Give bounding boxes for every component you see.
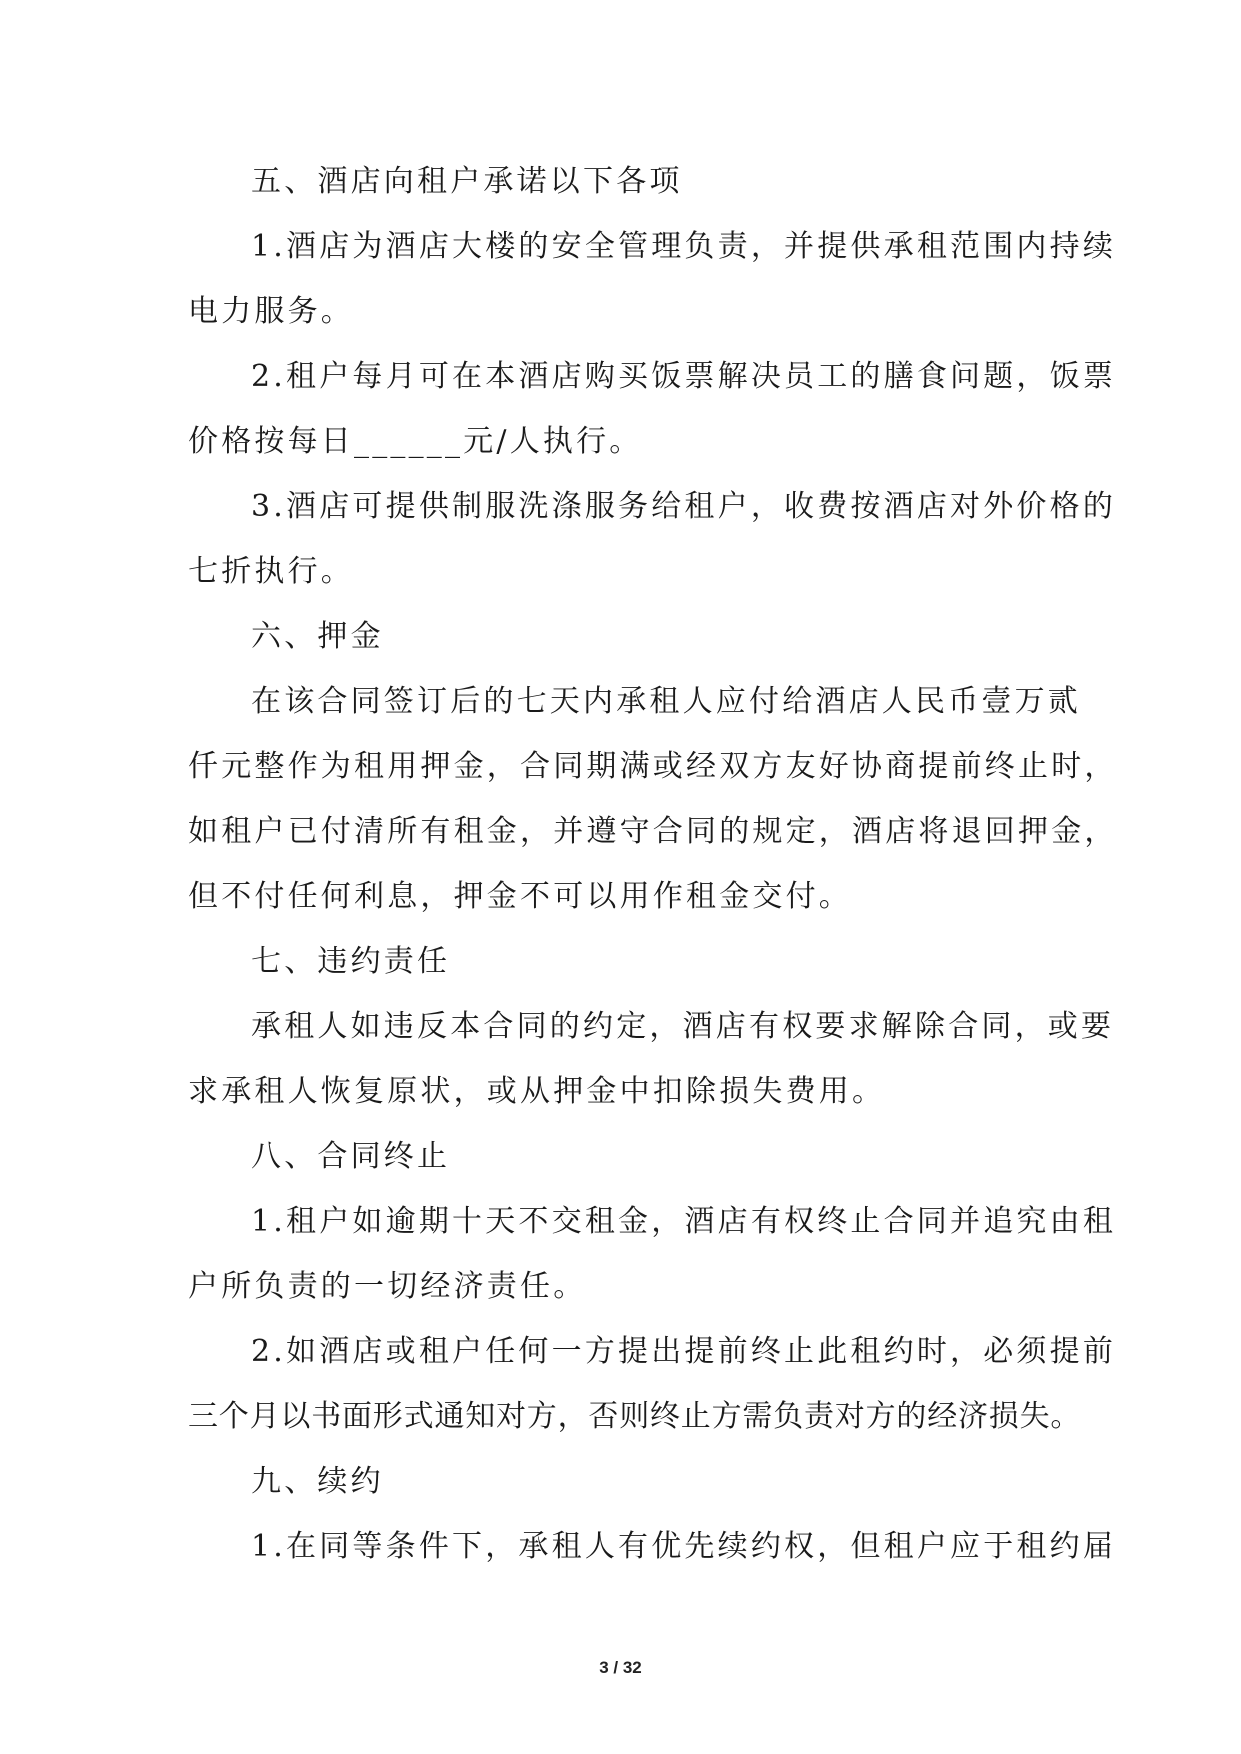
section-heading-8: 八、合同终止 [251, 1139, 451, 1174]
paragraph-line: 七折执行。 [188, 554, 354, 589]
paragraph-line: 电力服务。 [188, 294, 354, 329]
paragraph-line: 如租户已付清所有租金，并遵守合同的规定，酒店将退回押金， [188, 814, 1118, 849]
paragraph-line: 2.如酒店或租户任何一方提出提前终止此租约时，必须提前 [251, 1334, 1117, 1369]
paragraph-line: 3.酒店可提供制服洗涤服务给租户，收费按酒店对外价格的 [251, 489, 1117, 524]
paragraph-line: 求承租人恢复原状，或从押金中扣除损失费用。 [188, 1074, 886, 1109]
paragraph-line: 户所负责的一切经济责任。 [188, 1269, 587, 1304]
section-heading-5: 五、酒店向租户承诺以下各项 [251, 164, 683, 199]
paragraph-line: 1.酒店为酒店大楼的安全管理负责，并提供承租范围内持续 [251, 229, 1117, 264]
page-number: 3 / 32 [599, 1658, 642, 1677]
paragraph-line: 但不付任何利息，押金不可以用作租金交付。 [188, 879, 852, 914]
paragraph-line: 承租人如违反本合同的约定，酒店有权要求解除合同，或要 [251, 1009, 1115, 1044]
section-heading-9: 九、续约 [251, 1464, 384, 1499]
paragraph-line: 2.租户每月可在本酒店购买饭票解决员工的膳食问题，饭票 [251, 359, 1117, 394]
paragraph-line: 仟元整作为租用押金，合同期满或经双方友好协商提前终止时， [188, 749, 1118, 784]
section-heading-7: 七、违约责任 [251, 944, 451, 979]
paragraph-line: 1.租户如逾期十天不交租金，酒店有权终止合同并追究由租 [251, 1204, 1117, 1239]
paragraph-line: 三个月以书面形式通知对方，否则终止方需负责对方的经济损失。 [188, 1399, 1082, 1434]
paragraph-line: 在该合同签订后的七天内承租人应付给酒店人民币壹万贰 [251, 684, 1081, 719]
paragraph-line: 价格按每日______元/人执行。 [188, 424, 643, 459]
section-heading-6: 六、押金 [251, 619, 384, 654]
paragraph-line: 1.在同等条件下，承租人有优先续约权，但租户应于租约届 [251, 1529, 1117, 1564]
